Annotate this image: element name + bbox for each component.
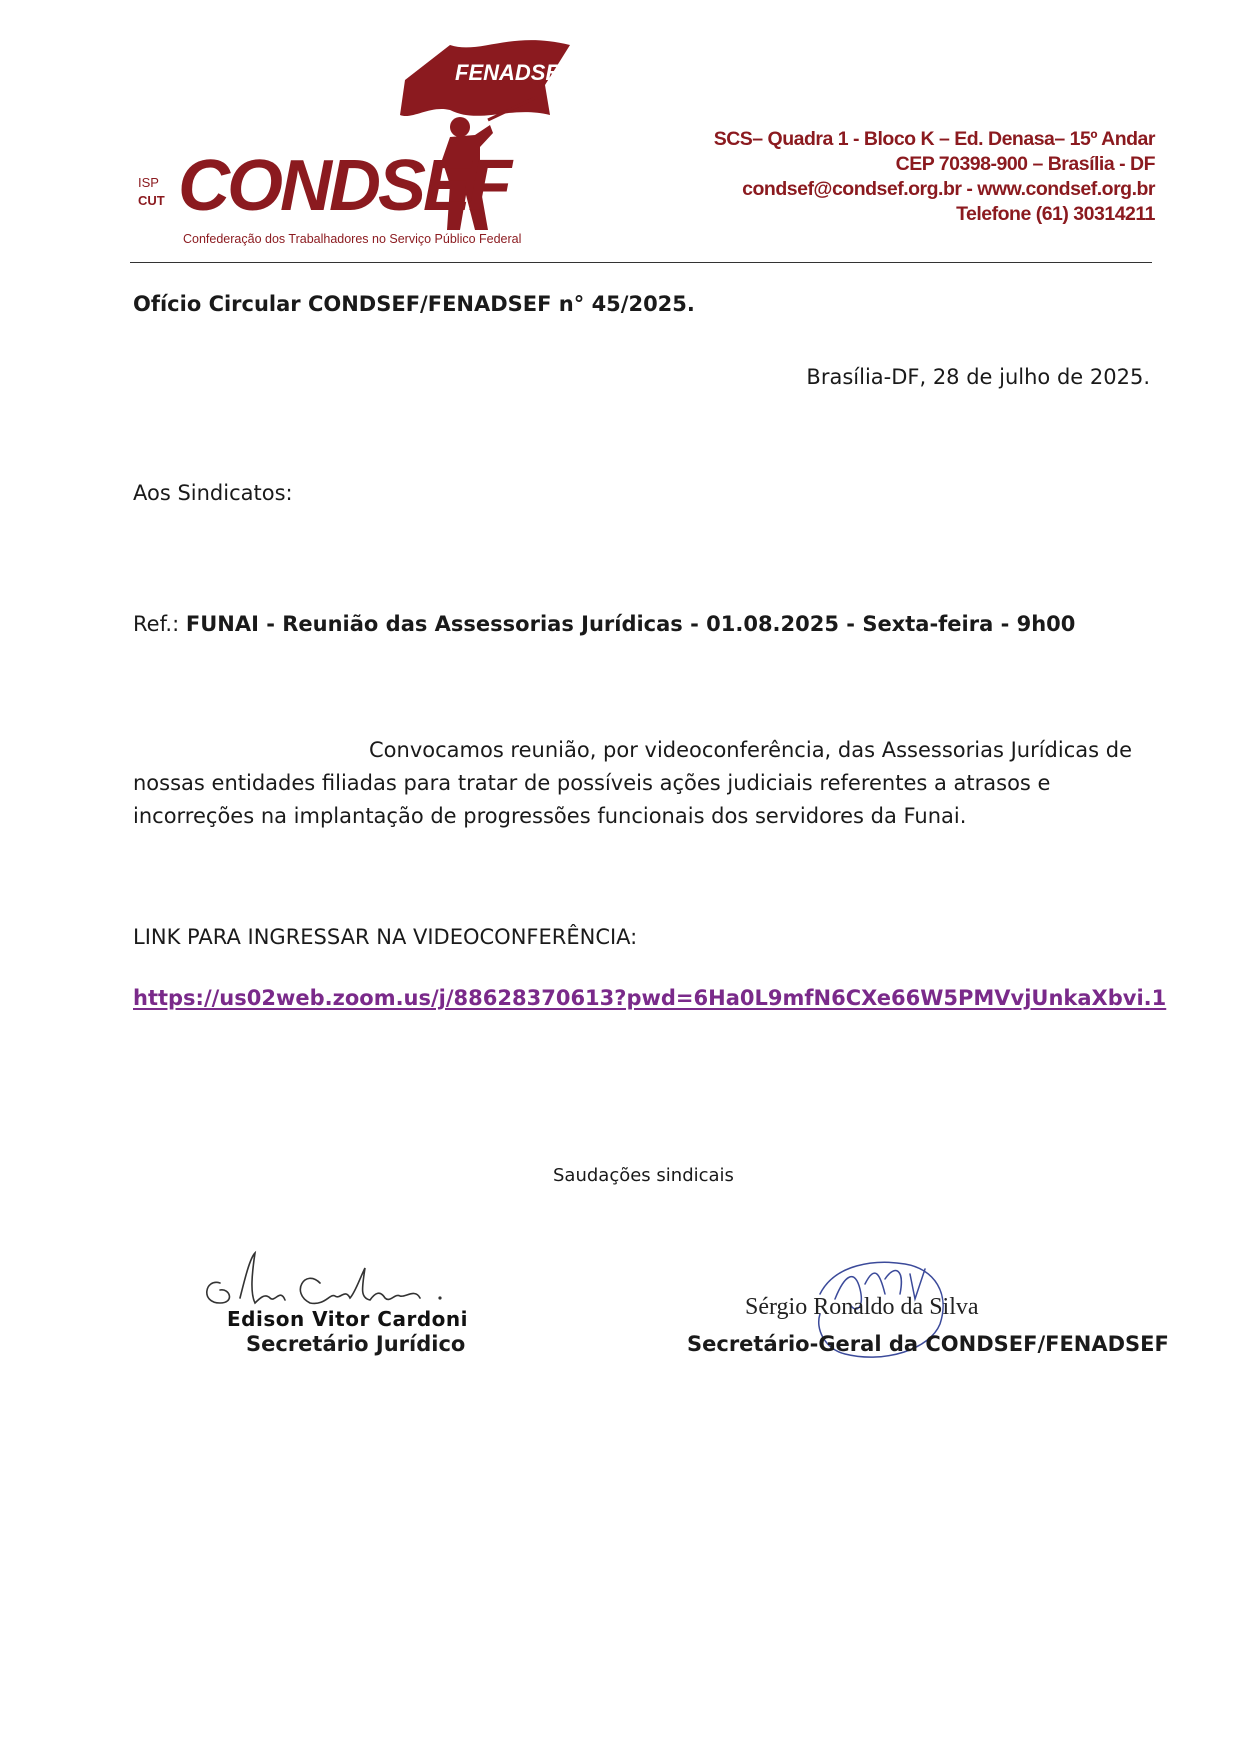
right-signatory-title: Secretário-Geral da CONDSEF/FENADSEF bbox=[687, 1332, 1169, 1356]
body-paragraph bbox=[133, 734, 1133, 833]
isp-label: ISP bbox=[138, 175, 159, 190]
oficio-number: Ofício Circular CONDSEF/FENADSEF n° 45/2025. bbox=[133, 292, 695, 316]
videoconference-link[interactable]: https://us02web.zoom.us/j/88628370613?pwd=6Ha0L9mfN6CXe66W5PMVvjUnkaXbvi.1 bbox=[133, 986, 1167, 1010]
reference-text: FUNAI - Reunião das Assessorias Jurídicas - 01.08.2025 - Sexta-feira - 9h00 bbox=[185, 612, 1076, 636]
body-paragraph-text: Convocamos reunião, por videoconferência, das Assessorias Jurídicas de nossas entidades filiadas para tratar de possíveis ações judiciais referentes a atrasos e incorreções na implantação de progressões funcionais dos servidores da Funai. bbox=[133, 738, 1132, 828]
logo-subtitle: Confederação dos Trabalhadores no Serviço Público Federal bbox=[183, 232, 522, 246]
closing-greeting: Saudações sindicais bbox=[553, 1165, 734, 1186]
salutation: Aos Sindicatos: bbox=[133, 481, 293, 505]
address-line-1: SCS– Quadra 1 - Bloco K – Ed. Denasa– 15º Andar bbox=[713, 128, 1155, 150]
address-line-2: CEP 70398-900 – Brasília - DF bbox=[895, 153, 1155, 175]
cut-label: CUT bbox=[138, 193, 165, 208]
date-line: Brasília-DF, 28 de julho de 2025. bbox=[806, 365, 1150, 389]
reference-line bbox=[133, 612, 1075, 636]
reference-prefix: Ref.: bbox=[133, 612, 186, 636]
left-signatory-title: Secretário Jurídico bbox=[246, 1332, 466, 1356]
link-label: LINK PARA INGRESSAR NA VIDEOCONFERÊNCIA: bbox=[133, 925, 638, 949]
left-signatory-name: Edison Vitor Cardoni bbox=[227, 1307, 468, 1331]
right-signatory-name: Sérgio Ronaldo da Silva bbox=[745, 1294, 979, 1320]
condsef-logo bbox=[138, 25, 600, 255]
condsef-wordmark: CONDSEF bbox=[178, 146, 510, 226]
header-divider bbox=[130, 262, 1152, 263]
address-line-3[interactable]: condsef@condsef.org.br - www.condsef.org.br bbox=[742, 178, 1155, 200]
flag-logo-text: FENADSEF bbox=[455, 60, 574, 85]
address-line-4: Telefone (61) 30314211 bbox=[956, 203, 1155, 225]
